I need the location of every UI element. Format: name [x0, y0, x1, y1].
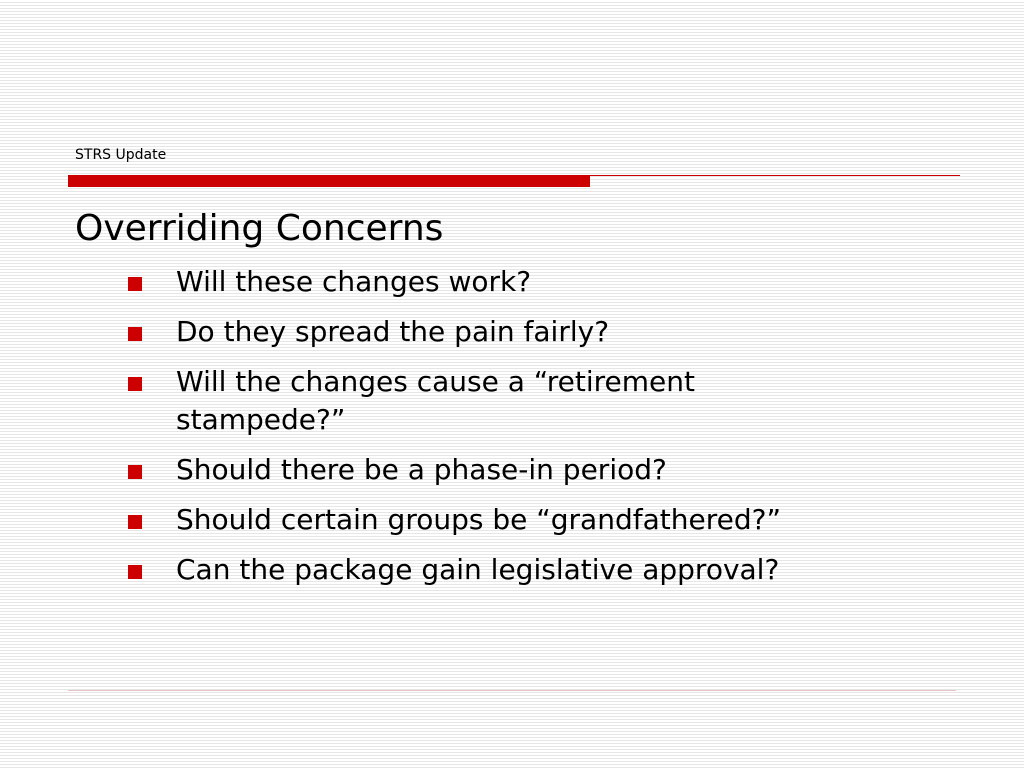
- square-bullet-icon: [128, 565, 142, 579]
- square-bullet-icon: [128, 515, 142, 529]
- header-rule-thick: [68, 175, 590, 187]
- bullet-text: Do they spread the pain fairly?: [176, 315, 610, 348]
- bullet-item: [128, 451, 958, 489]
- square-bullet-icon: [128, 465, 142, 479]
- bullet-text: Should certain groups be “grandfathered?”: [176, 503, 781, 536]
- bullet-text: Will these changes work?: [176, 265, 532, 298]
- bullet-item: [128, 501, 958, 539]
- bullet-text: Will the changes cause a “retirement stampede?”: [176, 365, 695, 436]
- bullet-text: Should there be a phase-in period?: [176, 453, 667, 486]
- header-label: STRS Update: [75, 147, 167, 163]
- bullet-item: [128, 363, 958, 439]
- bullet-text: Can the package gain legislative approval?: [176, 553, 780, 586]
- square-bullet-icon: [128, 327, 142, 341]
- square-bullet-icon: [128, 377, 142, 391]
- bullet-item: [128, 313, 958, 351]
- bullet-item: [128, 263, 958, 301]
- square-bullet-icon: [128, 277, 142, 291]
- bullet-list: [128, 263, 958, 601]
- bullet-item: [128, 551, 958, 589]
- footer-rule: [68, 690, 956, 691]
- header-rule-thin: [590, 175, 960, 176]
- slide-title: Overriding Concerns: [75, 208, 444, 249]
